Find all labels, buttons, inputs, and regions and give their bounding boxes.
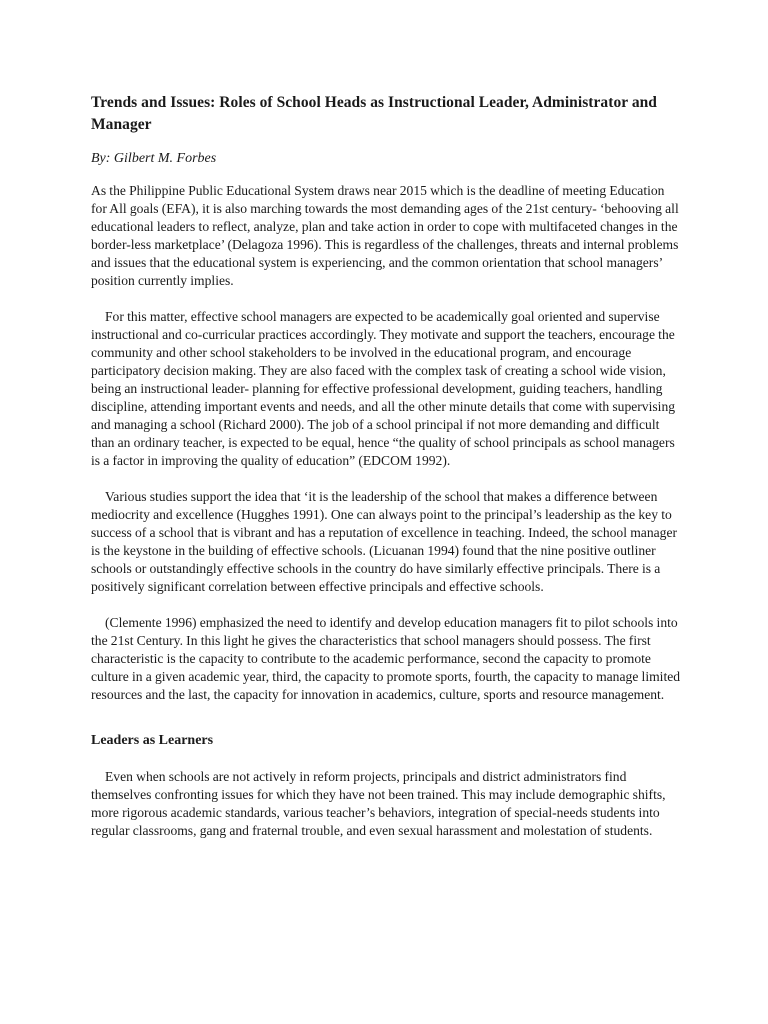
- paragraph-leadership-studies: Various studies support the idea that ‘it is the leadership of the school that makes a difference between mediocrity and excellence (Hugghes 1991). One can always point to the principal’s leadership as the key to success of a school that is vibrant and has a reputation of excellence in teaching. Indeed, the school manager is the keystone in the building of effective schools. (Licuanan 1994) found that the nine positive outliner schools or outstandingly effective schools in the country do have similarly effective principals. There is a positively significant correlation between effective principals and effective schools.: [91, 489, 678, 594]
- document-body: [91, 92, 681, 858]
- section-heading-leaders-as-learners: Leaders as Learners: [91, 733, 214, 748]
- paragraph-manager-characteristics: (Clemente 1996) emphasized the need to identify and develop education managers fit to pilot schools into the 21st Century. In this light he gives the characteristics that school managers should possess. The first characteristic is the capacity to contribute to the academic performance, second the capacity to promote culture in a given academic year, third, the capacity to promote sports, fourth, the capacity to manage limited resources and the last, the capacity for innovation in academics, culture, sports and resource management.: [91, 615, 681, 702]
- document-title: Trends and Issues: Roles of School Heads as Instructional Leader, Administrator and Manager: [91, 94, 657, 133]
- paragraph-leaders-as-learners: Even when schools are not actively in reform projects, principals and district administrators find themselves confronting issues for which they have not been trained. This may include demographic shifts, more rigorous academic standards, various teacher’s behaviors, integration of special-needs students into regular classrooms, gang and fraternal trouble, and even sexual harassment and molestation of students.: [91, 769, 666, 838]
- paragraph-intro: As the Philippine Public Educational System draws near 2015 which is the deadline of meeting Education for All goals (EFA), it is also marching towards the most demanding ages of the 21st century- ‘behooving all educational leaders to reflect, analyze, plan and take action in order to cope with multifaceted changes in the border-less marketplace’ (Delagoza 1996). This is regardless of the challenges, threats and internal problems and issues that the educational system is experiencing, and the common orientation that school managers’ position currently implies.: [91, 183, 679, 288]
- paragraph-effective-managers: For this matter, effective school managers are expected to be academically goal oriented and supervise instructional and co-curricular practices accordingly. They motivate and support the teachers, encourage the community and other school stakeholders to be involved in the educational program, and encourage participatory decision making. They are also faced with the complex task of creating a school wide vision, being an instructional leader- planning for effective professional development, guiding teachers, handling discipline, attending important events and needs, and all the other minute details that come with supervising and managing a school (Richard 2000). The job of a school principal if not more demanding and difficult than an ordinary teacher, is expected to be equal, hence “the quality of school principals as school managers is a factor in improving the quality of education” (EDCOM 1992).: [91, 309, 676, 468]
- author-byline: By: Gilbert M. Forbes: [91, 151, 217, 166]
